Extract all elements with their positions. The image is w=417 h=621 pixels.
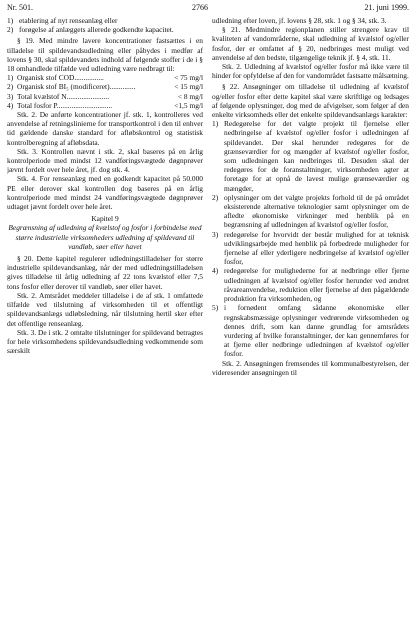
section-20-stk2: Stk. 2. Amtsrådet meddeler tilladelse i de af stk. 1 omfattede tilfælde ved tilslutning af virksomheden til et offentligt spildevandsanlægs udløbsledning, når tilslutning hertil sker efter det offentlige renseanlæg. — [7, 290, 203, 328]
table-row — [7, 101, 203, 110]
row-number: 3) — [7, 91, 14, 101]
issue-date: 21. juni 1999. — [364, 3, 409, 12]
list-top — [7, 16, 203, 34]
table-row — [7, 82, 203, 91]
section-22: § 22. Ansøgninger om tilladelse til udledning af kvælstof og/eller fosfor efter dette kapitel skal være skriftlige og ledsages af følgende oplysninger, dog med de afvigelser, som følger af den enkelte virksomheds eller det enkelte spildevandsanlægs karakter: — [212, 82, 409, 120]
application-requirements-list — [212, 119, 409, 358]
list-item — [212, 303, 409, 358]
list-text: redegørelse for hvorvidt der består mulighed for at teknisk udviklingsarbejde med henblik på forbedrede muligheder for fjernelse af eller yderligere nedbringelse af kvælstof og/eller fosfor, — [224, 229, 409, 267]
section-19-stk2: Stk. 2. De anførte koncentrationer jf. stk. 1, kontrolleres ved anvendelse af retningslinierne for transportkontrol i den til enhver tid gældende danske standard for afløbskontrol og statistisk kontrolberegning af afløbsdata. — [7, 110, 203, 147]
row-label: Organisk stof BI₅ (modificeret).............. — [17, 82, 136, 92]
list-number: 3) — [212, 229, 219, 239]
list-number: 2) — [212, 192, 219, 202]
section-22-stk2: Stk. 2. Ansøgningen fremsendes til kommunalbestyrelsen, der videresender ansøgningen til — [212, 358, 409, 377]
limit-table — [7, 73, 203, 110]
row-number: 2) — [7, 82, 14, 92]
section-19-stk3: Stk. 3. Kontrollen nævnt i stk. 2, skal baseres på en årlig kontrolperiode med mindst 12 vandføringsvægtede døgnprøver jævnt fordelt over hele året, jf. dog stk. 4. — [7, 146, 203, 175]
list-item — [212, 119, 409, 193]
section-20-continuation: udledning efter loven, jf. lovens § 28, stk. 1 og § 34, stk. 3. — [212, 16, 387, 25]
left-column — [7, 16, 203, 619]
list-text: i fornødent omfang sådanne økonomiske eller regnskabsmæssige oplysninger vedrørende virksomheden og dennes drift, som kan danne grundlag for amtsrådets vurdering af hvilke foranstaltninger, der kan gennemføres for at fjerne eller nedbringe udledningen af kvælstof og/eller fosfor. — [224, 303, 409, 359]
list-number: 2) — [7, 25, 14, 35]
section-21-stk2: Stk. 2. Udledning af kvælstof og/eller fosfor må ikke være til hinder for opfyldelse af den for vandområdet fastsatte målsætning. — [212, 62, 409, 81]
list-number: 1) — [7, 16, 14, 25]
row-value: <1,5 mg/l — [174, 100, 203, 110]
page-number: 2766 — [192, 3, 208, 12]
list-text: Redegørelse for det valgte projekt til fjernelse eller nedbringelse af kvælstof og/eller fosfor i udledningen af spildevandet. Der skal herunder redegøres for de grænseværdier for og mængder af kvælstof og/eller fosfor, som udledningen kan nedbringes til. Desuden skal der redegøres for de foranstaltninger, virksomheden agter at foretage for at opnå de lavest mulige grænseværdier og mængder, — [224, 119, 409, 193]
row-value: < 8 mg/l — [177, 91, 203, 101]
row-label: Organisk stof COD................ — [17, 73, 104, 83]
chapter-heading: Kapitel 9 — [91, 214, 119, 224]
list-text: oplysninger om det valgte projekts forhold til de på området eksisterende alternative teknologier samt oplysninger om de afledte økonomiske virkninger med henblik på en begrænsning af udledningen af kvælstof og/eller fosfor, — [224, 192, 409, 230]
section-21: § 21. Medmindre regionplanen stiller strengere krav til kvaliteten af vandområderne, skal udledning af kvælstof og/eller fosfor, der er omfattet af § 20, nedbringes mest muligt ved anvendelse af den bedste, tilgængelige teknik jf. § 4, stk. 11. — [212, 25, 409, 62]
table-row — [7, 92, 203, 101]
row-number: 1) — [7, 73, 14, 83]
row-label: Total fosfor P.............................. — [17, 100, 113, 110]
list-text: etablering af nyt renseanlæg eller — [19, 16, 118, 25]
section-20: § 20. Dette kapitel regulerer udledningstilladelser for større industrielle spildevandsanlæg, når der med udledningstilladelsen gives tilladelse til årlig udledning af 22 tons kvælstof eller 7,5 tons fosfor eller derover til vandløb, søer eller havet. — [7, 254, 203, 291]
list-item — [212, 193, 409, 230]
list-text: forøgelse af anlæggets allerede godkendte kapacitet. — [19, 25, 174, 35]
list-item — [7, 25, 203, 34]
table-row — [7, 73, 203, 82]
section-19: § 19. Med mindre lavere koncentrationer fastsættes i en tilladelse til spildevandsudledning eller påbydes i medfør af lovens § 30, skal spildevandets indhold af følgende stoffer i de i § 18 omhandlede tilfælde ved udledning være nedbragt til: — [7, 36, 203, 74]
list-item — [7, 16, 203, 25]
list-item — [212, 266, 409, 303]
list-text: redegørelse for mulighederne for at nedbringe eller fjerne udledningen af kvælstof og/eller fosfor herunder ved ændret råvareanvendelse, reduktion eller fjernelse af den pågældende produktion fra virksomheden, og — [224, 266, 409, 304]
section-20-stk3: Stk. 3. De i stk. 2 omtalte tilslutninger for spildevand betragtes for hele virksomhedens spildevandsudledning vedkommende som særskilt — [7, 327, 203, 356]
list-number: 1) — [212, 119, 219, 129]
issue-number: Nr. 501. — [7, 3, 33, 12]
chapter-title: Begrænsning af udledning af kvælstof og fosfor i forbindelse med større industrielle virksomheders udledning af spildevand til vandløb, søer eller havet — [8, 223, 202, 251]
list-number: 4) — [212, 266, 219, 276]
row-number: 4) — [7, 100, 14, 110]
row-label: Total kvælstof N....................... — [17, 91, 110, 101]
row-value: < 15 mg/l — [174, 82, 203, 92]
list-number: 5) — [212, 303, 219, 313]
list-item — [212, 230, 409, 267]
right-column — [212, 16, 409, 619]
page-header — [7, 3, 409, 13]
section-19-stk4: Stk. 4. For renseanlæg med en godkendt kapacitet på 50.000 PE eller derover skal kontrollen dog baseres på en årlig kontrolperiode med mindst 24 vandføringsvægtede døgnprøver udtaget jævnt fordelt over hele året. — [7, 174, 203, 212]
row-value: < 75 mg/l — [174, 73, 203, 83]
